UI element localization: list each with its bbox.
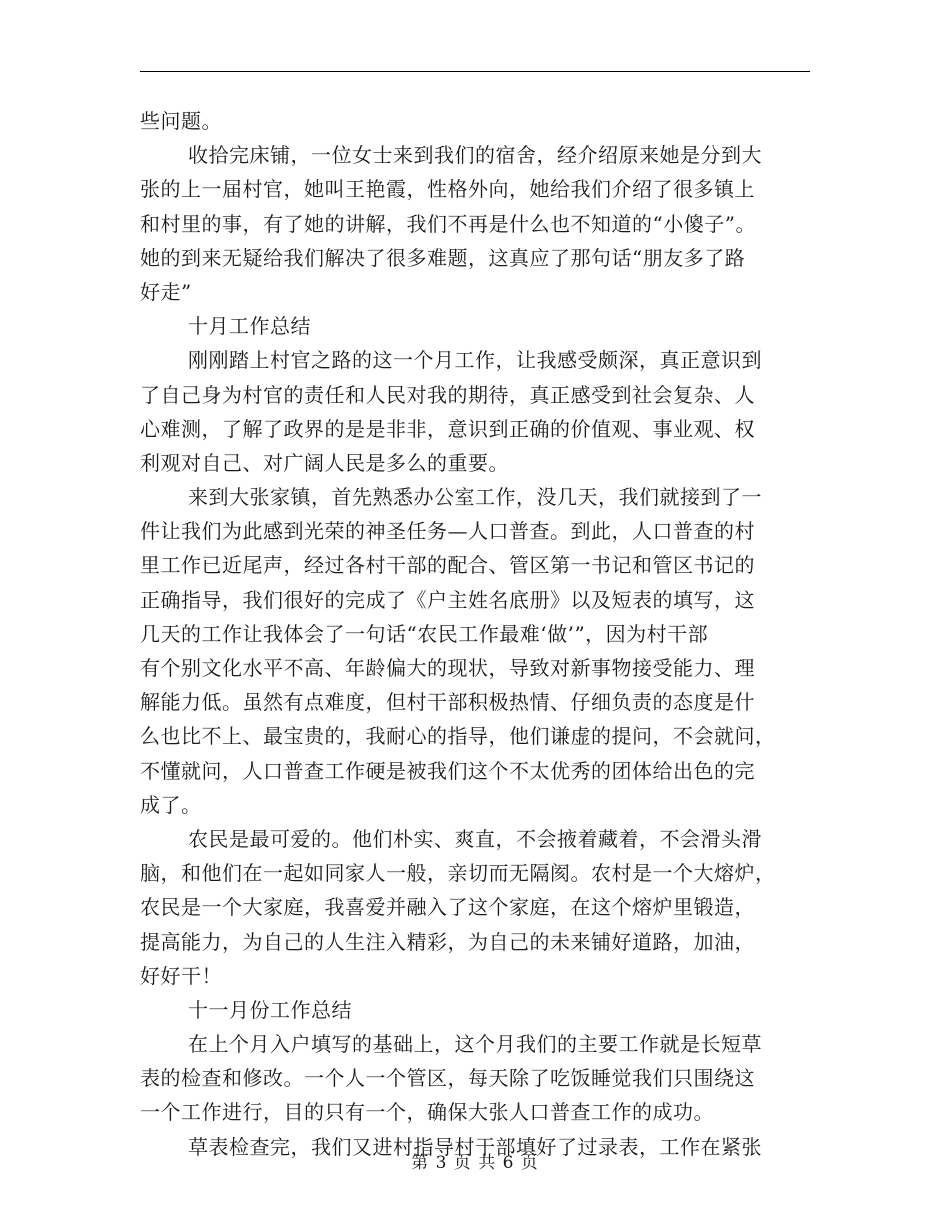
text-line: 件让我们为此感到光荣的神圣任务—人口普查。到此，人口普查的村 — [140, 519, 755, 544]
text-line: 正确指导，我们很好的完成了《户主姓名底册》以及短表的填写，这 — [140, 587, 755, 612]
header-rule — [140, 71, 810, 72]
text-line: 在上个月入户填写的基础上，这个月我们的主要工作就是长短草 — [188, 1032, 762, 1057]
text-line: 张的上一届村官，她叫王艳霞，性格外向，她给我们介绍了很多镇上 — [140, 177, 755, 202]
text-line: 提高能力，为自己的人生注入精彩，为自己的未来铺好道路，加油， — [140, 929, 755, 954]
text-line: 好走” — [140, 279, 192, 304]
text-line: 收拾完床铺，一位女士来到我们的宿舍，经介绍原来她是分到大 — [188, 143, 762, 168]
text-line: 么也比不上、最宝贵的，我耐心的指导，他们谦虚的提问，不会就问， — [140, 724, 776, 749]
text-line: 脑，和他们在一起如同家人一般，亲切而无隔阂。农村是一个大熔炉， — [140, 861, 776, 886]
text-line: 里工作已近尾声，经过各村干部的配合、管区第一书记和管区书记的 — [140, 553, 755, 578]
document-body — [140, 104, 812, 1164]
text-line: 心难测，了解了政界的是是非非，意识到正确的价值观、事业观、权 — [140, 416, 755, 441]
text-line: 表的检查和修改。一个人一个管区，每天除了吃饭睡觉我们只围绕这 — [140, 1066, 755, 1091]
page-footer: 第 3 页 共 6 页 — [411, 1153, 539, 1173]
text-line: 来到大张家镇，首先熟悉办公室工作，没几天，我们就接到了一 — [188, 485, 762, 510]
text-line: 草表检查完，我们又进村指导村干部填好了过录表，工作在紧张 — [188, 1134, 762, 1159]
text-line: 一个工作进行，目的只有一个，确保大张人口普查工作的成功。 — [140, 1100, 714, 1125]
text-line: 利观对自己、对广阔人民是多么的重要。 — [140, 450, 509, 475]
text-line: 解能力低。虽然有点难度，但村干部积极热情、仔细负责的态度是什 — [140, 690, 755, 715]
text-line: 她的到来无疑给我们解决了很多难题，这真应了那句话“朋友多了路 — [140, 245, 746, 270]
text-line: 好好干！ — [140, 963, 222, 988]
text-line: 有个别文化水平不高、年龄偏大的现状，导致对新事物接受能力、理 — [140, 656, 755, 680]
text-line: 几天的工作让我体会了一句话“农民工作最难‘做’”，因为村干部 — [140, 621, 709, 646]
text-line: 不懂就问，人口普查工作硬是被我们这个不太优秀的团体给出色的完 — [140, 758, 755, 783]
text-line: 农民是一个大家庭，我喜爱并融入了这个家庭，在这个熔炉里锻造， — [140, 895, 755, 920]
text-line: 农民是最可爱的。他们朴实、爽直，不会掖着藏着，不会滑头滑 — [188, 826, 762, 851]
text-line: 些问题。 — [140, 109, 222, 133]
text-line: 十月工作总结 — [188, 314, 311, 339]
text-line: 和村里的事，有了她的讲解，我们不再是什么也不知道的“小傻子”。 — [140, 211, 756, 236]
text-line: 十一月份工作总结 — [188, 997, 352, 1022]
text-line: 了自己身为村官的责任和人民对我的期待，真正感受到社会复杂、人 — [140, 382, 755, 407]
text-line: 成了。 — [140, 792, 202, 817]
text-line: 刚刚踏上村官之路的这一个月工作，让我感受颇深，真正意识到 — [188, 348, 762, 373]
